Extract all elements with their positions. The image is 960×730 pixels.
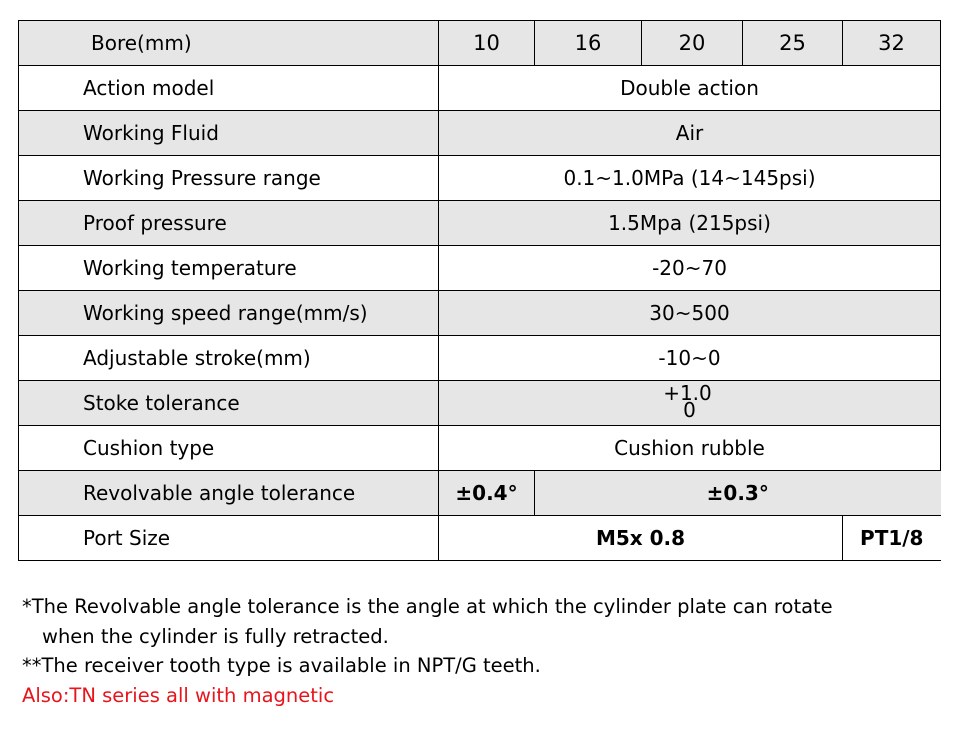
bore-16: 16 [535, 21, 642, 66]
pressure-range-value: 0.1~1.0MPa (14~145psi) [439, 156, 941, 201]
port-size-32: PT1/8 [843, 516, 941, 561]
pressure-range-label: Working Pressure range [19, 156, 439, 201]
bore-20: 20 [642, 21, 743, 66]
tolerance-upper: +1.0 [663, 380, 712, 405]
header-row [19, 21, 941, 66]
bore-32: 32 [843, 21, 941, 66]
spec-table [18, 20, 941, 561]
note-tooth-type: **The receiver tooth type is available in NPT/G teeth. [22, 654, 541, 677]
bore-25: 25 [743, 21, 843, 66]
bore-10: 10 [439, 21, 535, 66]
proof-pressure-label: Proof pressure [19, 201, 439, 246]
temperature-label: Working temperature [19, 246, 439, 291]
cushion-type-value: Cushion rubble [439, 426, 941, 471]
note-magnetic: Also:TN series all with magnetic [22, 683, 335, 707]
working-fluid-value: Air [439, 111, 941, 156]
port-size-small: M5x 0.8 [439, 516, 843, 561]
speed-range-label: Working speed range(mm/s) [19, 291, 439, 336]
row-temperature [19, 246, 941, 291]
row-pressure-range [19, 156, 941, 201]
tolerance-stack [663, 380, 712, 422]
bore-label: Bore(mm) [19, 21, 439, 66]
note-angle-tolerance: *The Revolvable angle tolerance is the angle at which the cylinder plate can rotate [22, 595, 833, 618]
tolerance-lower: 0 [683, 397, 696, 422]
row-port-size [19, 516, 941, 561]
row-proof-pressure [19, 201, 941, 246]
stroke-tolerance-label: Stoke tolerance [19, 381, 439, 426]
adjustable-stroke-label: Adjustable stroke(mm) [19, 336, 439, 381]
action-model-label: Action model [19, 66, 439, 111]
footnotes [22, 592, 833, 710]
adjustable-stroke-value: -10~0 [439, 336, 941, 381]
cushion-type-label: Cushion type [19, 426, 439, 471]
row-adjustable-stroke [19, 336, 941, 381]
temperature-value: -20~70 [439, 246, 941, 291]
stroke-tolerance-value [439, 381, 941, 426]
working-fluid-label: Working Fluid [19, 111, 439, 156]
speed-range-value: 30~500 [439, 291, 941, 336]
angle-tolerance-10: ±0.4° [439, 471, 535, 516]
row-cushion-type [19, 426, 941, 471]
row-action-model [19, 66, 941, 111]
proof-pressure-value: 1.5Mpa (215psi) [439, 201, 941, 246]
angle-tolerance-label: Revolvable angle tolerance [19, 471, 439, 516]
row-stroke-tolerance [19, 381, 941, 426]
action-model-value: Double action [439, 66, 941, 111]
note-angle-tolerance-cont: when the cylinder is fully retracted. [42, 624, 389, 648]
angle-tolerance-rest: ±0.3° [535, 471, 941, 516]
row-working-fluid [19, 111, 941, 156]
row-angle-tolerance [19, 471, 941, 516]
port-size-label: Port Size [19, 516, 439, 561]
row-speed-range [19, 291, 941, 336]
